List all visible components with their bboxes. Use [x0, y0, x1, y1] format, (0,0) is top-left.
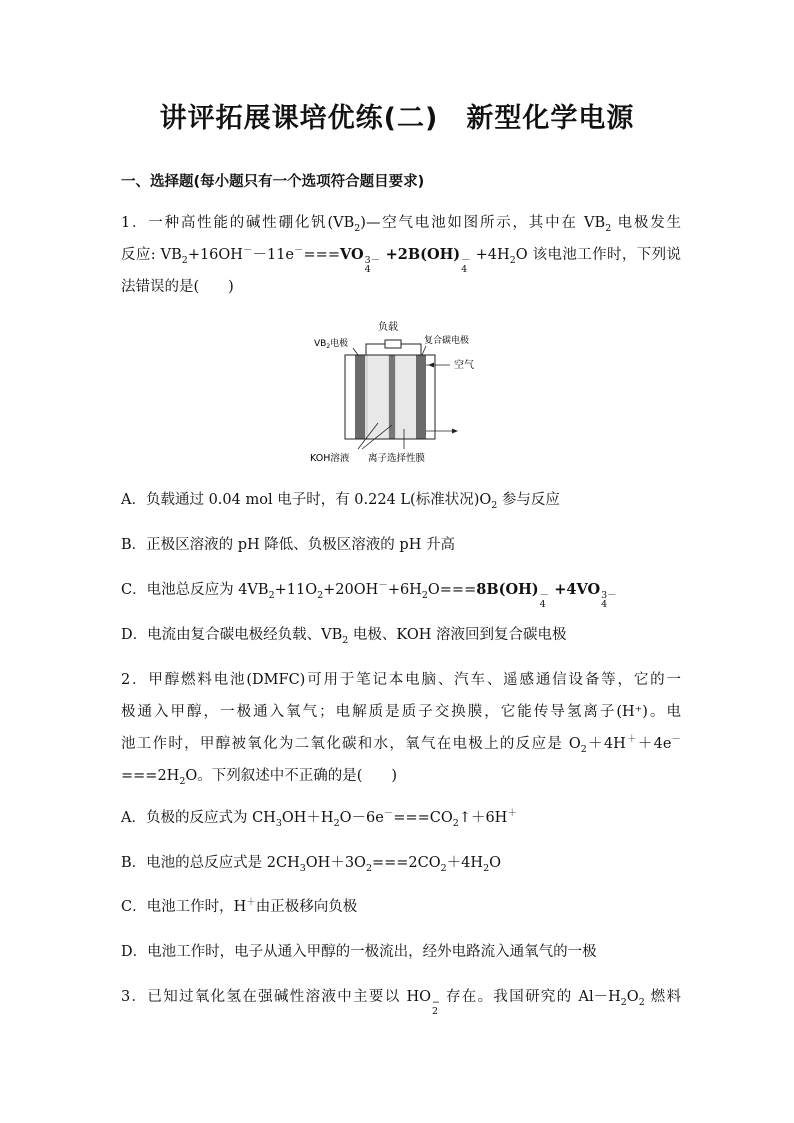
q3-line-1: 3．已知过氧化氢在强碱性溶液中主要以 HO − 2 存在。我国研究的 $Al-H_2O_2$ 燃料	[121, 989, 681, 1017]
load-label: 负载	[378, 322, 398, 333]
q1-option-b: B．正极区溶液的 pH 降低、负极区溶液的 pH 升高	[121, 537, 455, 553]
vb2-electrode-label: $VB_2$电极	[314, 339, 349, 350]
vb2-electrode	[355, 355, 365, 439]
q1-option-a: A．负载通过 0.04 mol 电子时，有 0.224 L(标准状况)$O_2$ 参与反应	[121, 492, 560, 511]
q2-line-4: $===2H_2O$。下列叙述中不正确的是( )	[121, 768, 398, 787]
koh-label: KOH溶液	[310, 453, 350, 464]
q2-option-b: B．电池的总反应式是 $2CH_3OH+3O_2===2CO_2+4H_2O$	[121, 855, 501, 874]
q2-line-2: 极通入甲醇，一极通入氧气；电解质是质子交换膜，它能传导氢离子(H⁺)。电	[121, 704, 681, 720]
q2-line-3: 池工作时，甲醇被氧化为二氧化碳和水，氧气在电极上的反应是 $O_2+4H^++4e^-$	[121, 734, 681, 755]
q1-line-3: 法错误的是( )	[121, 279, 234, 295]
title-main: 讲评拓展课培优练(二)	[159, 103, 439, 134]
air-label: 空气	[454, 360, 474, 371]
battery-diagram	[308, 315, 488, 465]
q1-option-d: D．电流由复合碳电极经负载、$VB_2$ 电极、KOH 溶液回到复合碳电极	[121, 627, 567, 646]
q2-line-1: 2．甲醇燃料电池(DMFC)可用于笔记本电脑、汽车、遥感通信设备等，它的一	[121, 672, 681, 688]
carbon-electrode	[416, 355, 426, 439]
q2-option-c: C．电池工作时，H＋由正极移向负极	[121, 897, 358, 915]
q1-option-c: C．电池总反应为 $4VB_2+11O_2+20OH^-+6H_2O===8B(OH)$ － 4 +4VO 3－ 4	[121, 580, 617, 610]
membrane-label: 离子选择性膜	[368, 453, 426, 464]
page-title	[0, 96, 794, 135]
q1-line-1: 1．一种高性能的碱性硼化钒$(VB_2)—$空气电池如图所示，其中在 $VB_2$ 电极发生	[121, 215, 681, 234]
q1-line-2: 反应: $VB_2+16OH^--11e^-===VO$ 3－ 4 +2B(OH) － 4 $+4H_2O$ 该电池工作时，下列说	[121, 245, 682, 275]
section-heading: 一、选择题(每小题只有一个选项符合题目要求)	[121, 174, 425, 190]
load-resistor	[385, 340, 401, 348]
q2-option-d: D．电池工作时，电子从通入甲醇的一极流出，经外电路流入通氧气的一极	[121, 944, 597, 960]
carbon-electrode-label: 复合碳电极	[424, 336, 470, 346]
q2-option-a: A．负极的反应式为 $CH_3OH+H_2O-6e^-===CO_2↑+6H^+$	[121, 808, 517, 829]
title-topic: 新型化学电源	[466, 103, 635, 134]
